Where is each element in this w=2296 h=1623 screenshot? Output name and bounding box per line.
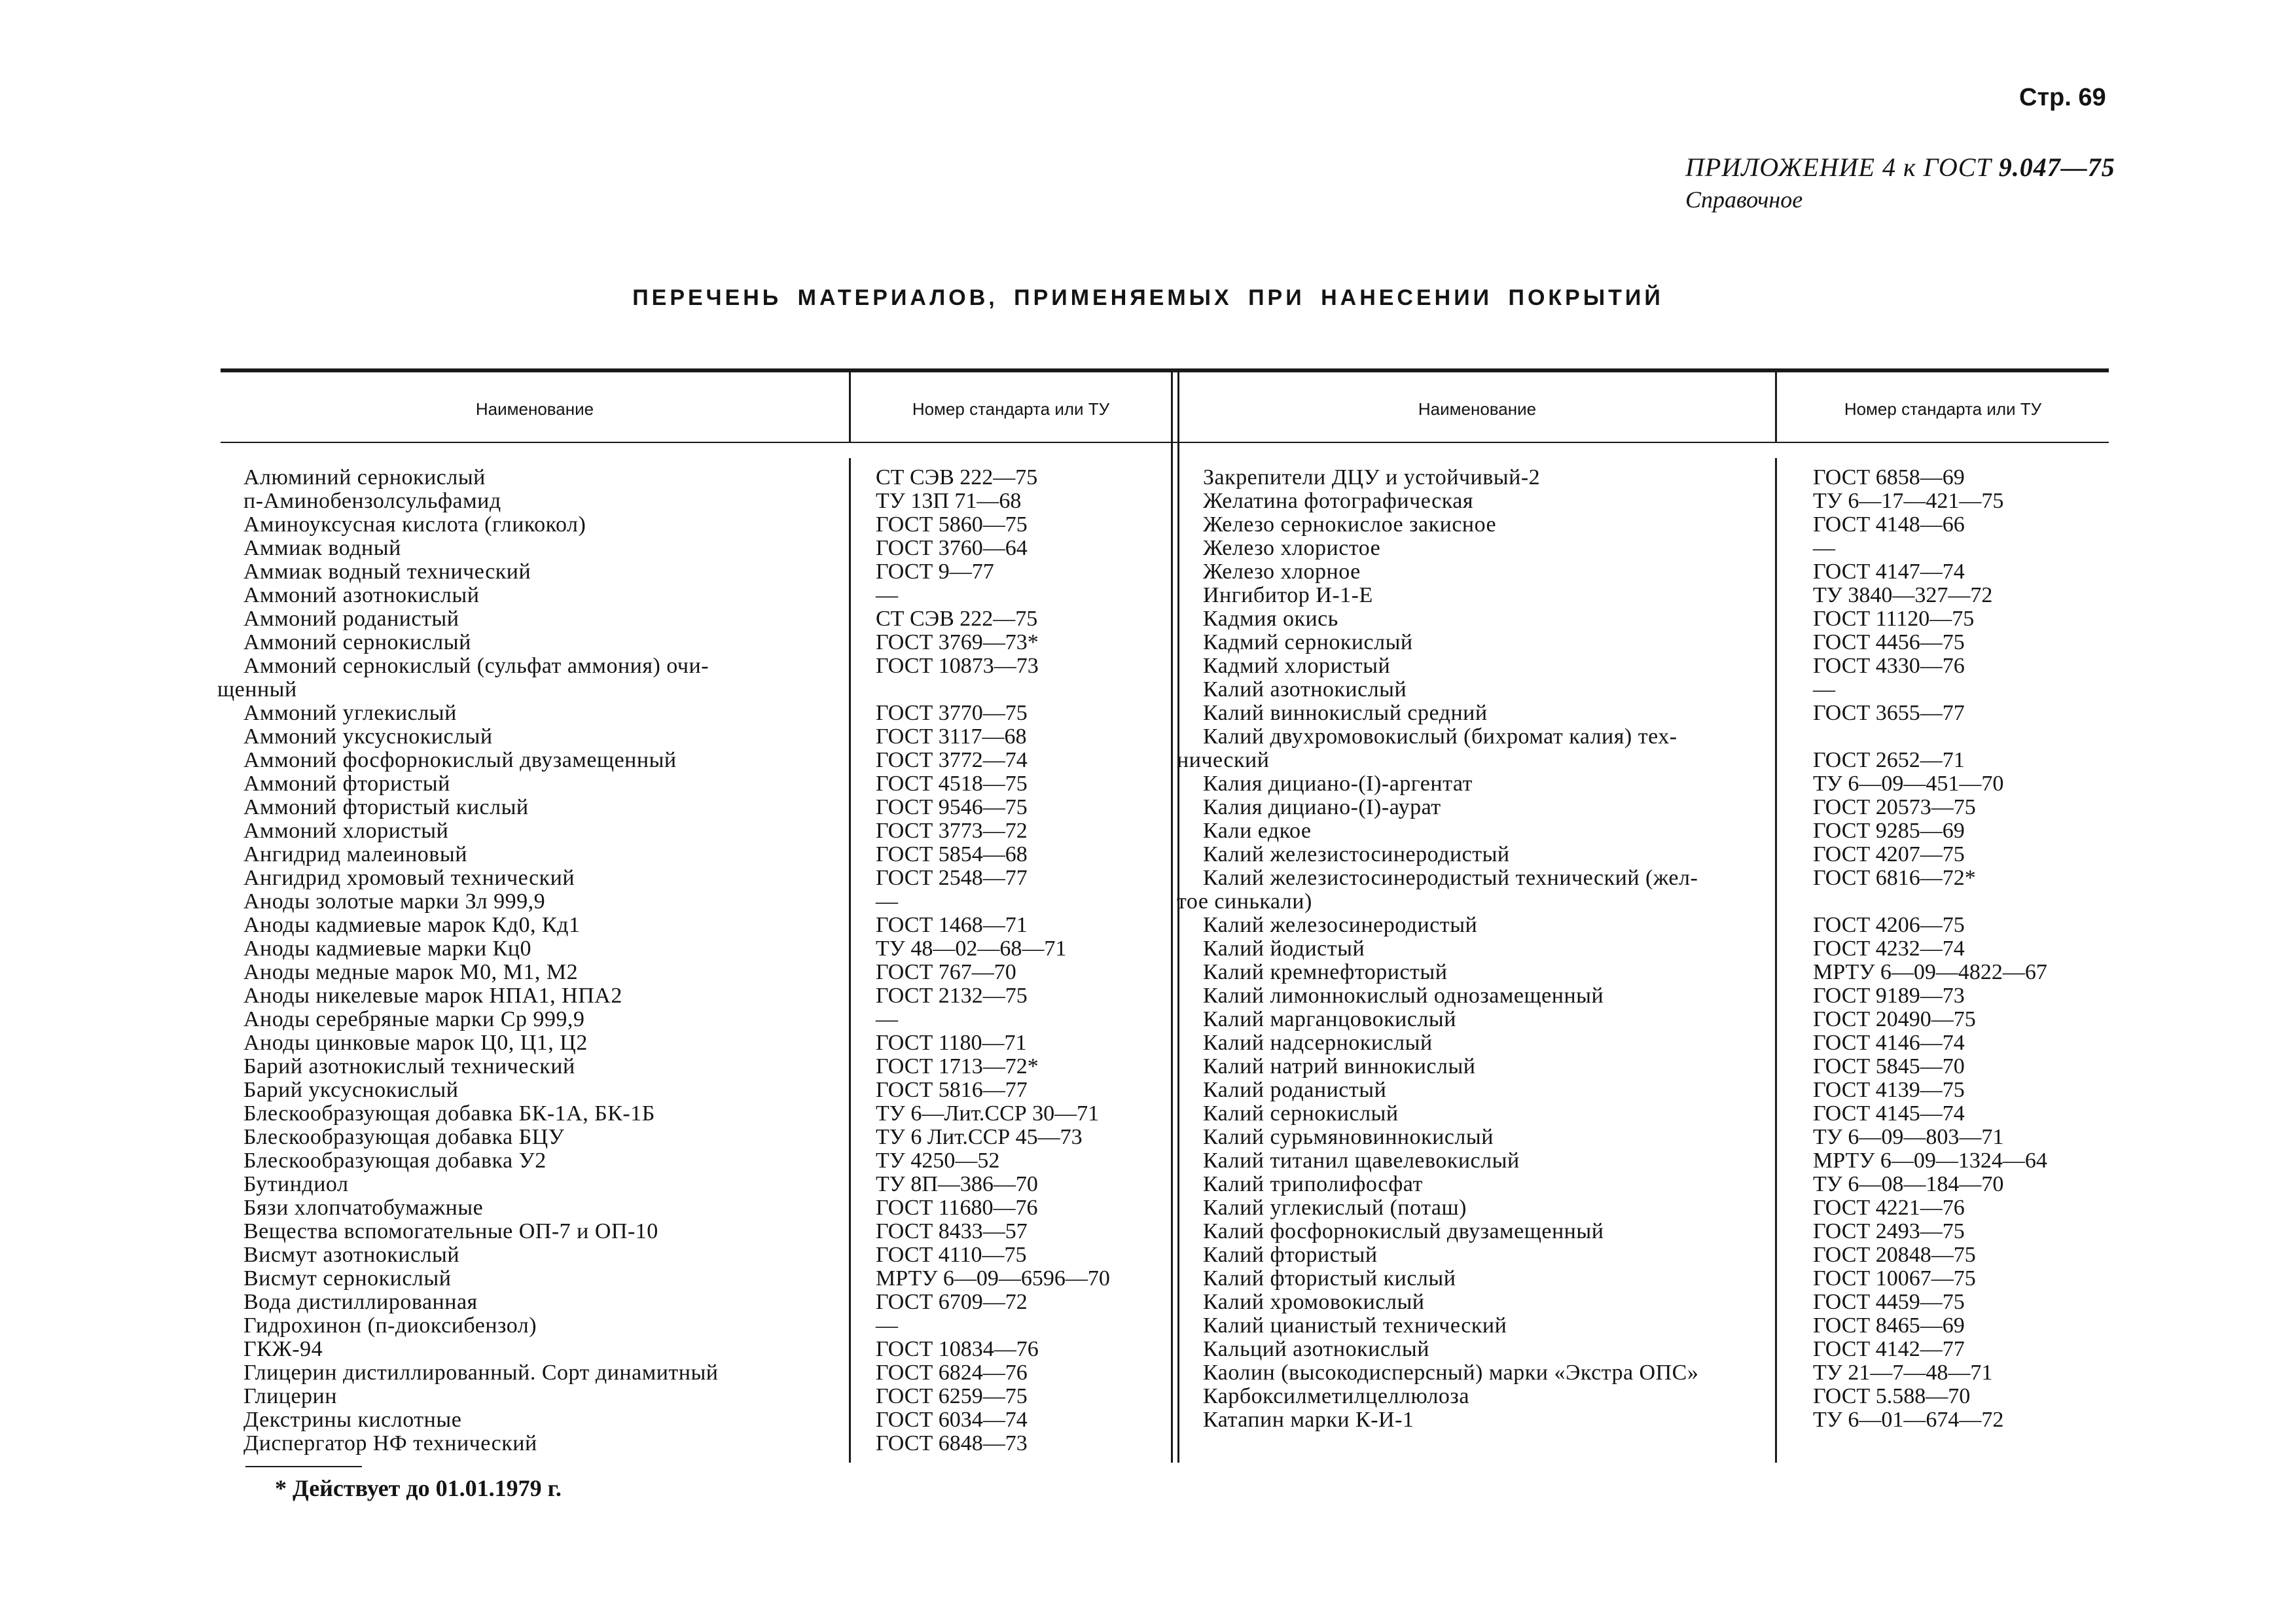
standard-number: ГОСТ 5854—68 — [876, 842, 1028, 866]
material-name: Аммоний уксуснокислый — [243, 724, 493, 749]
material-name: Ангидрид малеиновый — [243, 842, 467, 866]
standard-number: — — [876, 1313, 898, 1338]
header-name-right: Наименование — [1418, 399, 1537, 419]
material-name: Калий цианистый технический — [1203, 1313, 1507, 1338]
material-name: Железо хлорное — [1203, 560, 1361, 584]
material-name: Аноды кадмиевые марки Кц0 — [243, 936, 532, 961]
material-name: Калий кремнефтористый — [1203, 960, 1448, 984]
material-name: Кадмий сернокислый — [1203, 630, 1413, 654]
standard-number: СТ СЭВ 222—75 — [876, 465, 1038, 490]
standard-number: ГОСТ 11680—76 — [876, 1196, 1038, 1220]
standard-number: ТУ 21—7—48—71 — [1813, 1361, 1993, 1385]
material-name: Аммоний фтористый — [243, 772, 450, 796]
material-name: Калий сернокислый — [1203, 1101, 1399, 1126]
standard-number: ГОСТ 6824—76 — [876, 1361, 1028, 1385]
standard-number: ГОСТ 4206—75 — [1813, 913, 1965, 937]
material-name: Аммоний фосфорнокислый двузамещенный — [243, 748, 677, 772]
standard-number: ГОСТ 4146—74 — [1813, 1031, 1965, 1055]
material-name: Калий двухромовокислый (бихромат калия) тех- — [1203, 724, 1677, 749]
standard-number: ГОСТ 767—70 — [876, 960, 1016, 984]
material-name: Калий марганцовокислый — [1203, 1007, 1456, 1031]
standard-number: ТУ 6—09—451—70 — [1813, 772, 2004, 796]
material-name: Железо хлористое — [1203, 536, 1381, 560]
material-name: Блескообразующая добавка У2 — [243, 1149, 547, 1173]
standard-number: ГОСТ 2493—75 — [1813, 1219, 1965, 1243]
standard-number — [1813, 725, 2101, 749]
standard-number: ТУ 6—09—803—71 — [1813, 1125, 2004, 1149]
material-name: Железо сернокислое закисное — [1203, 512, 1497, 537]
standard-number: ГОСТ 4139—75 — [1813, 1078, 1965, 1102]
standard-number: ГОСТ 1180—71 — [876, 1031, 1027, 1055]
standard-number: ГОСТ 6848—73 — [876, 1431, 1028, 1455]
standard-number: МРТУ 6—09—1324—64 — [1813, 1149, 2047, 1173]
standard-number: — — [1813, 677, 1835, 702]
page-title: ПЕРЕЧЕНЬ МАТЕРИАЛОВ, ПРИМЕНЯЕМЫХ ПРИ НАНЕСЕНИИ ПОКРЫТИЙ — [632, 285, 1664, 310]
column-divider-1-body — [849, 458, 851, 1463]
standard-number: ТУ 6 Лит.ССР 45—73 — [876, 1125, 1083, 1149]
standard-number: ГОСТ 4145—74 — [1813, 1101, 1965, 1126]
standard-number: ТУ 8П—386—70 — [876, 1172, 1038, 1196]
standard-number: ГОСТ 3773—72 — [876, 819, 1028, 843]
material-name: Кали едкое — [1203, 819, 1312, 843]
standard-number: — — [876, 1007, 898, 1031]
standard-number: ГОСТ 20573—75 — [1813, 795, 1976, 819]
standard-number: ТУ 6—17—421—75 — [1813, 489, 2004, 513]
standard-number: ГОСТ 6709—72 — [876, 1290, 1028, 1314]
standard-number: МРТУ 6—09—4822—67 — [1813, 960, 2047, 984]
standard-number: ГОСТ 4147—74 — [1813, 560, 1965, 584]
standard-number — [1813, 890, 2101, 914]
material-name: Аноды кадмиевые марок Кд0, Кд1 — [243, 913, 581, 937]
table-top-rule — [221, 368, 2109, 372]
material-name: Глицерин дистиллированный. Сорт динамитный — [243, 1361, 719, 1385]
material-name: Калий натрий виннокислый — [1203, 1054, 1476, 1079]
material-name: Аммоний углекислый — [243, 701, 457, 725]
standard-number: ГОСТ 1713—72* — [876, 1054, 1039, 1079]
appendix-prefix: ПРИЛОЖЕНИЕ 4 к ГОСТ — [1685, 152, 1999, 182]
standard-number: ГОСТ 1468—71 — [876, 913, 1028, 937]
material-name: Калий железистосинеродистый — [1203, 842, 1510, 866]
column-double-divider-a — [1171, 372, 1173, 1463]
appendix-heading — [1685, 152, 2115, 183]
standard-number: — — [876, 889, 898, 914]
material-name: Калий триполифосфат — [1203, 1172, 1423, 1196]
material-name: Аноды медные марок М0, М1, М2 — [243, 960, 579, 984]
material-name: Калий фосфорнокислый двузамещенный — [1203, 1219, 1604, 1243]
material-name: Калий фтористый — [1203, 1243, 1378, 1267]
material-name: щенный — [217, 677, 297, 702]
material-name: Калий йодистый — [1203, 936, 1365, 961]
standard-number: ГОСТ 5.588—70 — [1813, 1384, 1971, 1408]
standard-number: ГОСТ 4148—66 — [1813, 512, 1965, 537]
material-name: Аммоний фтористый кислый — [243, 795, 529, 819]
material-name: Калий фтористый кислый — [1203, 1266, 1456, 1291]
footnote: * Действует до 01.01.1979 г. — [275, 1475, 562, 1501]
material-name: Калия дициано-(I)-аурат — [1203, 795, 1441, 819]
material-name: Аммоний хлористый — [243, 819, 449, 843]
material-name: Вещества вспомогательные ОП-7 и ОП-10 — [243, 1219, 658, 1243]
left-names-column — [217, 465, 833, 1455]
standard-number: ГОСТ 4232—74 — [1813, 936, 1965, 961]
material-name: Аммоний роданистый — [243, 607, 459, 631]
material-name: Катапин марки К-И-1 — [1203, 1408, 1414, 1432]
table-header-rule — [221, 442, 2109, 443]
material-name: Калий лимоннокислый однозамещенный — [1203, 984, 1604, 1008]
material-name: Калий железосинеродистый — [1203, 913, 1478, 937]
material-name: Гидрохинон (п-диоксибензол) — [243, 1313, 537, 1338]
standard-number: ТУ 6—08—184—70 — [1813, 1172, 2004, 1196]
material-name: тое синькали) — [1177, 889, 1312, 914]
material-name: Калий хромовокислый — [1203, 1290, 1425, 1314]
standard-number: ГОСТ 8433—57 — [876, 1219, 1028, 1243]
appendix-standard: 9.047—75 — [1998, 152, 2115, 182]
standard-number: ГОСТ 9546—75 — [876, 795, 1028, 819]
standard-number — [876, 678, 1164, 702]
standard-number: ГОСТ 8465—69 — [1813, 1313, 1965, 1338]
material-name: Закрепители ДЦУ и устойчивый-2 — [1203, 465, 1541, 490]
right-standards-column — [1813, 466, 2101, 1432]
standard-number: ГОСТ 4456—75 — [1813, 630, 1965, 654]
material-name: Аммоний сернокислый (сульфат аммония) очи- — [243, 654, 709, 678]
material-name: Вода дистиллированная — [243, 1290, 478, 1314]
standard-number: ГОСТ 4207—75 — [1813, 842, 1965, 866]
standard-number: ГОСТ 11120—75 — [1813, 607, 1975, 631]
material-name: нический — [1177, 748, 1270, 772]
material-name: п-Аминобензолсульфамид — [243, 489, 501, 513]
material-name: Калий сурьмяновиннокислый — [1203, 1125, 1494, 1149]
material-name: Бязи хлопчатобумажные — [243, 1196, 484, 1220]
material-name: Калий виннокислый средний — [1203, 701, 1488, 725]
standard-number: ТУ 48—02—68—71 — [876, 936, 1067, 961]
material-name: Аноды золотые марки Зл 999,9 — [243, 889, 546, 914]
standard-number: ГОСТ 6816—72* — [1813, 866, 1976, 890]
material-name: Ангидрид хромовый технический — [243, 866, 575, 890]
material-name: Глицерин — [243, 1384, 337, 1408]
standard-number: ГОСТ 4142—77 — [1813, 1337, 1965, 1361]
material-name: Диспергатор НФ технический — [243, 1431, 537, 1455]
standard-number: ГОСТ 5845—70 — [1813, 1054, 1965, 1079]
material-name: Калий углекислый (поташ) — [1203, 1196, 1467, 1220]
standard-number: ГОСТ 2548—77 — [876, 866, 1028, 890]
standard-number: ГОСТ 2652—71 — [1813, 748, 1965, 772]
standard-number: СТ СЭВ 222—75 — [876, 607, 1038, 631]
material-name: Каолин (высокодисперсный) марки «Экстра ОПС» — [1203, 1361, 1699, 1385]
standard-number: — — [876, 583, 898, 607]
standard-number: ГОСТ 3760—64 — [876, 536, 1028, 560]
standard-number: ГОСТ 9285—69 — [1813, 819, 1965, 843]
standard-number: ГОСТ 3772—74 — [876, 748, 1028, 772]
standard-number: ГОСТ 10067—75 — [1813, 1266, 1976, 1291]
header-standard-left: Номер стандарта или ТУ — [912, 399, 1110, 419]
header-name-left: Наименование — [475, 399, 594, 419]
material-name: Бутиндиол — [243, 1172, 349, 1196]
column-double-divider-b — [1177, 372, 1179, 1463]
standard-number: ГОСТ 4518—75 — [876, 772, 1028, 796]
standard-number: ТУ 6—Лит.ССР 30—71 — [876, 1101, 1100, 1126]
material-name: Кадмий хлористый — [1203, 654, 1391, 678]
standard-number: ГОСТ 10873—73 — [876, 654, 1039, 678]
standard-number: МРТУ 6—09—6596—70 — [876, 1266, 1110, 1291]
column-divider-3-body — [1775, 458, 1777, 1463]
standard-number: ГОСТ 4110—75 — [876, 1243, 1027, 1267]
standard-number: ГОСТ 6858—69 — [1813, 465, 1965, 490]
material-name: Аноды цинковые марок Ц0, Ц1, Ц2 — [243, 1031, 588, 1055]
standard-number: ГОСТ 20848—75 — [1813, 1243, 1976, 1267]
page-number: Стр. 69 — [2019, 84, 2106, 111]
material-name: Аммиак водный технический — [243, 560, 531, 584]
material-name: Калий титанил щавелевокислый — [1203, 1149, 1520, 1173]
material-name: Аммоний сернокислый — [243, 630, 471, 654]
material-name: Желатина фотографическая — [1203, 489, 1473, 513]
standard-number: ГОСТ 3769—73* — [876, 630, 1039, 654]
standard-number: ГОСТ 10834—76 — [876, 1337, 1039, 1361]
standard-number: ГОСТ 5816—77 — [876, 1078, 1028, 1102]
footnote-rule — [245, 1466, 362, 1467]
material-name: Блескообразующая добавка БК-1А, БК-1Б — [243, 1101, 655, 1126]
material-name: Аноды серебряные марки Ср 999,9 — [243, 1007, 585, 1031]
material-name: Карбоксилметилцеллюлоза — [1203, 1384, 1469, 1408]
standard-number: ТУ 13П 71—68 — [876, 489, 1022, 513]
standard-number: ГОСТ 9189—73 — [1813, 984, 1965, 1008]
material-name: Барий азотнокислый технический — [243, 1054, 575, 1079]
material-name: Висмут сернокислый — [243, 1266, 452, 1291]
standard-number: ГОСТ 5860—75 — [876, 512, 1028, 537]
material-name: Калий азотнокислый — [1203, 677, 1407, 702]
right-names-column — [1177, 465, 1772, 1432]
standard-number: ГОСТ 3655—77 — [1813, 701, 1965, 725]
material-name: Кадмия окись — [1203, 607, 1338, 631]
standard-number: ГОСТ 6034—74 — [876, 1408, 1028, 1432]
material-name: Блескообразующая добавка БЦУ — [243, 1125, 565, 1149]
standard-number: ТУ 6—01—674—72 — [1813, 1408, 2004, 1432]
material-name: Калий железистосинеродистый технический (жел- — [1203, 866, 1698, 890]
material-name: Калий роданистый — [1203, 1078, 1387, 1102]
standard-number: ТУ 3840—327—72 — [1813, 583, 1993, 607]
material-name: Аммиак водный — [243, 536, 401, 560]
material-name: Ингибитор И-1-Е — [1203, 583, 1373, 607]
left-standards-column — [876, 466, 1164, 1455]
material-name: Калий надсернокислый — [1203, 1031, 1433, 1055]
standard-number: ТУ 4250—52 — [876, 1149, 1000, 1173]
appendix-note: Справочное — [1685, 187, 1803, 213]
standard-number: ГОСТ 3770—75 — [876, 701, 1028, 725]
standard-number: ГОСТ 20490—75 — [1813, 1007, 1976, 1031]
standard-number: ГОСТ 4459—75 — [1813, 1290, 1965, 1314]
standard-number: — — [1813, 536, 1835, 560]
standard-number: ГОСТ 9—77 — [876, 560, 994, 584]
standard-number: ГОСТ 3117—68 — [876, 724, 1027, 749]
material-name: Барий уксуснокислый — [243, 1078, 459, 1102]
material-name: Аммоний азотнокислый — [243, 583, 480, 607]
standard-number: ГОСТ 4330—76 — [1813, 654, 1965, 678]
material-name: Калия дициано-(I)-аргентат — [1203, 772, 1473, 796]
header-standard-right: Номер стандарта или ТУ — [1844, 399, 2042, 419]
standard-number: ГОСТ 4221—76 — [1813, 1196, 1965, 1220]
standard-number: ГОСТ 2132—75 — [876, 984, 1028, 1008]
material-name: ГКЖ-94 — [243, 1337, 323, 1361]
material-name: Декстрины кислотные — [243, 1408, 462, 1432]
material-name: Аминоуксусная кислота (гликокол) — [243, 512, 586, 537]
material-name: Кальций азотнокислый — [1203, 1337, 1429, 1361]
material-name: Висмут азотнокислый — [243, 1243, 460, 1267]
standard-number: ГОСТ 6259—75 — [876, 1384, 1028, 1408]
material-name: Алюминий сернокислый — [243, 465, 486, 490]
material-name: Аноды никелевые марок НПА1, НПА2 — [243, 984, 622, 1008]
